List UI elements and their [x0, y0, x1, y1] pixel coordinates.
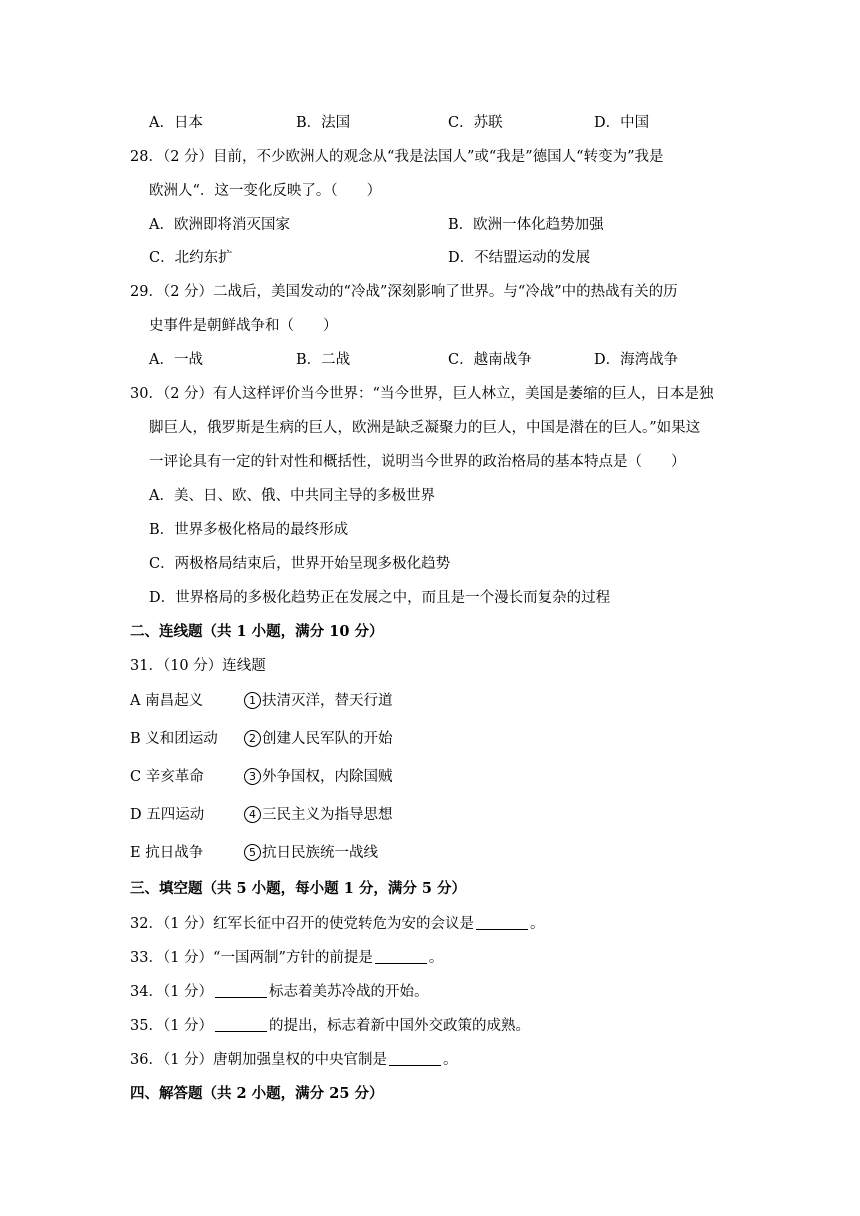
section-4-heading: 四、解答题（共 2 小题，满分 25 分）	[130, 1085, 384, 1102]
q30-stem-line3: 一评论具有一定的针对性和概括性，说明当今世界的政治格局的基本特点是（ ）	[149, 454, 686, 470]
q29-option-d: D．海湾战争	[594, 352, 679, 368]
circled-number-icon: 5	[244, 844, 261, 861]
answer-blank[interactable]	[389, 1051, 441, 1066]
q31-right-5: 5 抗日民族统一战线	[244, 841, 378, 862]
q28-option-c: C．北约东扩	[149, 250, 233, 266]
q30-option-b: B．世界多极化格局的最终形成	[149, 522, 349, 538]
q31-left-a: A 南昌起义	[130, 693, 204, 709]
answer-blank[interactable]	[476, 915, 528, 930]
q28-option-d: D．不结盟运动的发展	[448, 250, 591, 266]
q29-stem-line1: 29．（2 分）二战后，美国发动的“冷战”深刻影响了世界。与“冷战”中的热战有关的历	[130, 284, 678, 300]
q29-option-b: B．二战	[296, 352, 351, 368]
q30-stem-line2: 脚巨人，俄罗斯是生病的巨人，欧洲是缺乏凝聚力的巨人，中国是潜在的巨人。”如果这	[149, 420, 701, 436]
q27-option-b: B．法国	[296, 115, 351, 131]
q29-stem-line2: 史事件是朝鲜战争和（ ）	[149, 318, 338, 334]
circled-number-icon: 3	[244, 768, 261, 785]
q31-title: 31．（10 分）连线题	[130, 658, 266, 674]
q28-option-a: A．欧洲即将消灭国家	[149, 217, 290, 233]
section-2-heading: 二、连线题（共 1 小题，满分 10 分）	[130, 623, 384, 640]
answer-blank[interactable]	[215, 983, 267, 998]
q31-left-b: B 义和团运动	[130, 731, 218, 747]
circled-number-icon: 2	[244, 730, 261, 747]
q31-right-1: 1 扶清灭洋，替天行道	[244, 689, 393, 710]
q29-option-a: A．一战	[149, 352, 203, 368]
q32: 32．（1 分）红军长征中召开的使党转危为安的会议是 。	[130, 916, 545, 932]
q36: 36．（1 分）唐朝加强皇权的中央官制是 。	[130, 1052, 458, 1068]
answer-blank[interactable]	[215, 1017, 267, 1032]
q31-right-2: 2 创建人民军队的开始	[244, 727, 393, 748]
q30-option-a: A．美、日、欧、俄、中共同主导的多极世界	[149, 488, 435, 504]
q29-option-c: C．越南战争	[448, 352, 532, 368]
q35: 35．（1 分） 的提出，标志着新中国外交政策的成熟。	[130, 1018, 531, 1034]
q28-stem-line2: 欧洲人“．这一变化反映了。（ ）	[149, 183, 382, 199]
q30-option-c: C．两极格局结束后，世界开始呈现多极化趋势	[149, 556, 451, 572]
section-3-heading: 三、填空题（共 5 小题，每小题 1 分，满分 5 分）	[130, 880, 467, 897]
q31-left-c: C 辛亥革命	[130, 769, 204, 785]
q30-option-d: D．世界格局的多极化趋势正在发展之中，而且是一个漫长而复杂的过程	[149, 590, 611, 606]
circled-number-icon: 1	[244, 692, 261, 709]
q31-right-3: 3 外争国权，内除国贼	[244, 765, 393, 786]
q27-option-c: C．苏联	[448, 115, 503, 131]
q31-right-4: 4 三民主义为指导思想	[244, 803, 393, 824]
q34: 34．（1 分） 标志着美苏冷战的开始。	[130, 984, 429, 1000]
q33: 33．（1 分）“一国两制”方针的前提是 。	[130, 950, 444, 966]
answer-blank[interactable]	[375, 949, 427, 964]
q27-option-d: D．中国	[594, 115, 650, 131]
q31-left-e: E 抗日战争	[130, 845, 204, 861]
q31-left-d: D 五四运动	[130, 807, 205, 823]
q27-option-a: A．日本	[149, 115, 203, 131]
q28-stem-line1: 28．（2 分）目前，不少欧洲人的观念从“我是法国人”或“我是”德国人“转变为”我是	[130, 149, 664, 165]
q30-stem-line1: 30．（2 分）有人这样评价当今世界：“当今世界，巨人林立，美国是萎缩的巨人，日本是独	[130, 386, 714, 402]
circled-number-icon: 4	[244, 806, 261, 823]
q28-option-b: B．欧洲一体化趋势加强	[448, 217, 604, 233]
